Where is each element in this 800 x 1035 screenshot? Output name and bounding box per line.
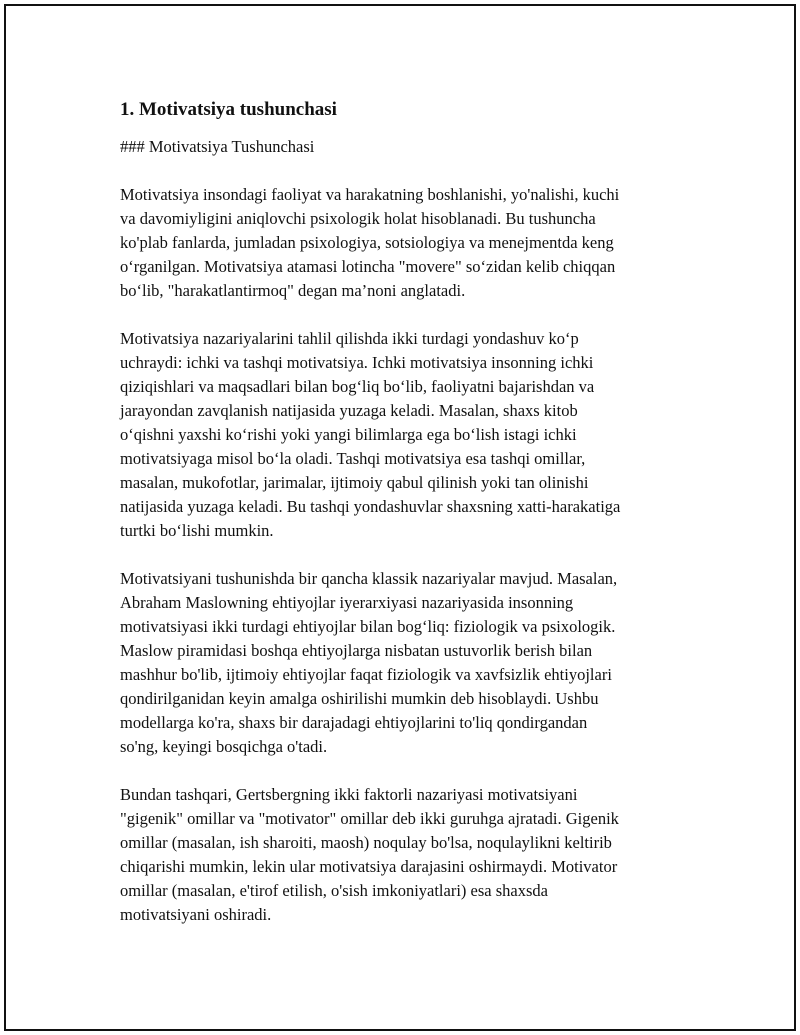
text-line: masalan, mukofotlar, jarimalar, ijtimoiy qabul qilinish yoki tan olinishi bbox=[120, 473, 589, 492]
document-title: 1. Motivatsiya tushunchasi bbox=[120, 99, 337, 120]
text-line: o‘rganilgan. Motivatsiya atamasi lotincha "movere" so‘zidan kelib chiqqan bbox=[120, 257, 616, 276]
document-subheading: ### Motivatsiya Tushunchasi bbox=[120, 137, 315, 156]
text-line: mashhur bo'lib, ijtimoiy ehtiyojlar faqat fiziologik va xavfsizlik ehtiyojlari bbox=[120, 665, 612, 684]
document-body bbox=[120, 98, 690, 951]
text-line: uchraydi: ichki va tashqi motivatsiya. Ichki motivatsiya insonning ichki bbox=[120, 353, 594, 372]
text-line: va davomiyligini aniqlovchi psixologik holat hisoblanadi. Bu tushuncha bbox=[120, 209, 596, 228]
paragraph-1 bbox=[120, 183, 690, 303]
text-line: ko'plab fanlarda, jumladan psixologiya, sotsiologiya va menejmentda keng bbox=[120, 233, 614, 252]
text-line: omillar (masalan, ish sharoiti, maosh) noqulay bo'lsa, noqulaylikni keltirib bbox=[120, 833, 612, 852]
text-line: chiqarishi mumkin, lekin ular motivatsiya darajasini oshirmaydi. Motivator bbox=[120, 857, 618, 876]
text-line: omillar (masalan, e'tirof etilish, o'sish imkoniyatlari) esa shaxsda bbox=[120, 881, 548, 900]
text-line: "gigenik" omillar va "motivator" omillar deb ikki guruhga ajratadi. Gigenik bbox=[120, 809, 619, 828]
paragraph-3 bbox=[120, 567, 690, 759]
text-line: motivatsiyasi ikki turdagi ehtiyojlar bilan bog‘liq: fiziologik va psixologik. bbox=[120, 617, 616, 636]
page-frame bbox=[4, 4, 796, 1031]
text-line: modellarga ko'ra, shaxs bir darajadagi ehtiyojlarini to'liq qondirgandan bbox=[120, 713, 588, 732]
text-line: Abraham Maslowning ehtiyojlar iyerarxiyasi nazariyasida insonning bbox=[120, 593, 574, 612]
text-line: qondirilganidan keyin amalga oshirilishi mumkin deb hisoblaydi. Ushbu bbox=[120, 689, 599, 708]
text-line: Motivatsiya insondagi faoliyat va harakatning boshlanishi, yo'nalishi, kuchi bbox=[120, 185, 620, 204]
text-line: qiziqishlari va maqsadlari bilan bog‘liq bo‘lib, faoliyatni bajarishdan va bbox=[120, 377, 595, 396]
text-line: motivatsiyani oshiradi. bbox=[120, 905, 272, 924]
paragraph-2 bbox=[120, 327, 690, 543]
text-line: Bundan tashqari, Gertsbergning ikki faktorli nazariyasi motivatsiyani bbox=[120, 785, 578, 804]
paragraph-4 bbox=[120, 783, 690, 927]
text-line: turtki bo‘lishi mumkin. bbox=[120, 521, 274, 540]
text-line: o‘qishni yaxshi ko‘rishi yoki yangi bilimlarga ega bo‘lish istagi ichki bbox=[120, 425, 577, 444]
text-line: bo‘lib, "harakatlantirmoq" degan ma’noni anglatadi. bbox=[120, 281, 466, 300]
text-line: jarayondan zavqlanish natijasida yuzaga keladi. Masalan, shaxs kitob bbox=[120, 401, 578, 420]
text-line: Motivatsiyani tushunishda bir qancha klassik nazariyalar mavjud. Masalan, bbox=[120, 569, 618, 588]
text-line: so'ng, keyingi bosqichga o'tadi. bbox=[120, 737, 328, 756]
text-line: natijasida yuzaga keladi. Bu tashqi yondashuvlar shaxsning xatti-harakatiga bbox=[120, 497, 621, 516]
text-line: Motivatsiya nazariyalarini tahlil qilishda ikki turdagi yondashuv ko‘p bbox=[120, 329, 579, 348]
text-line: motivatsiyaga misol bo‘la oladi. Tashqi motivatsiya esa tashqi omillar, bbox=[120, 449, 586, 468]
text-line: Maslow piramidasi boshqa ehtiyojlarga nisbatan ustuvorlik berish bilan bbox=[120, 641, 593, 660]
